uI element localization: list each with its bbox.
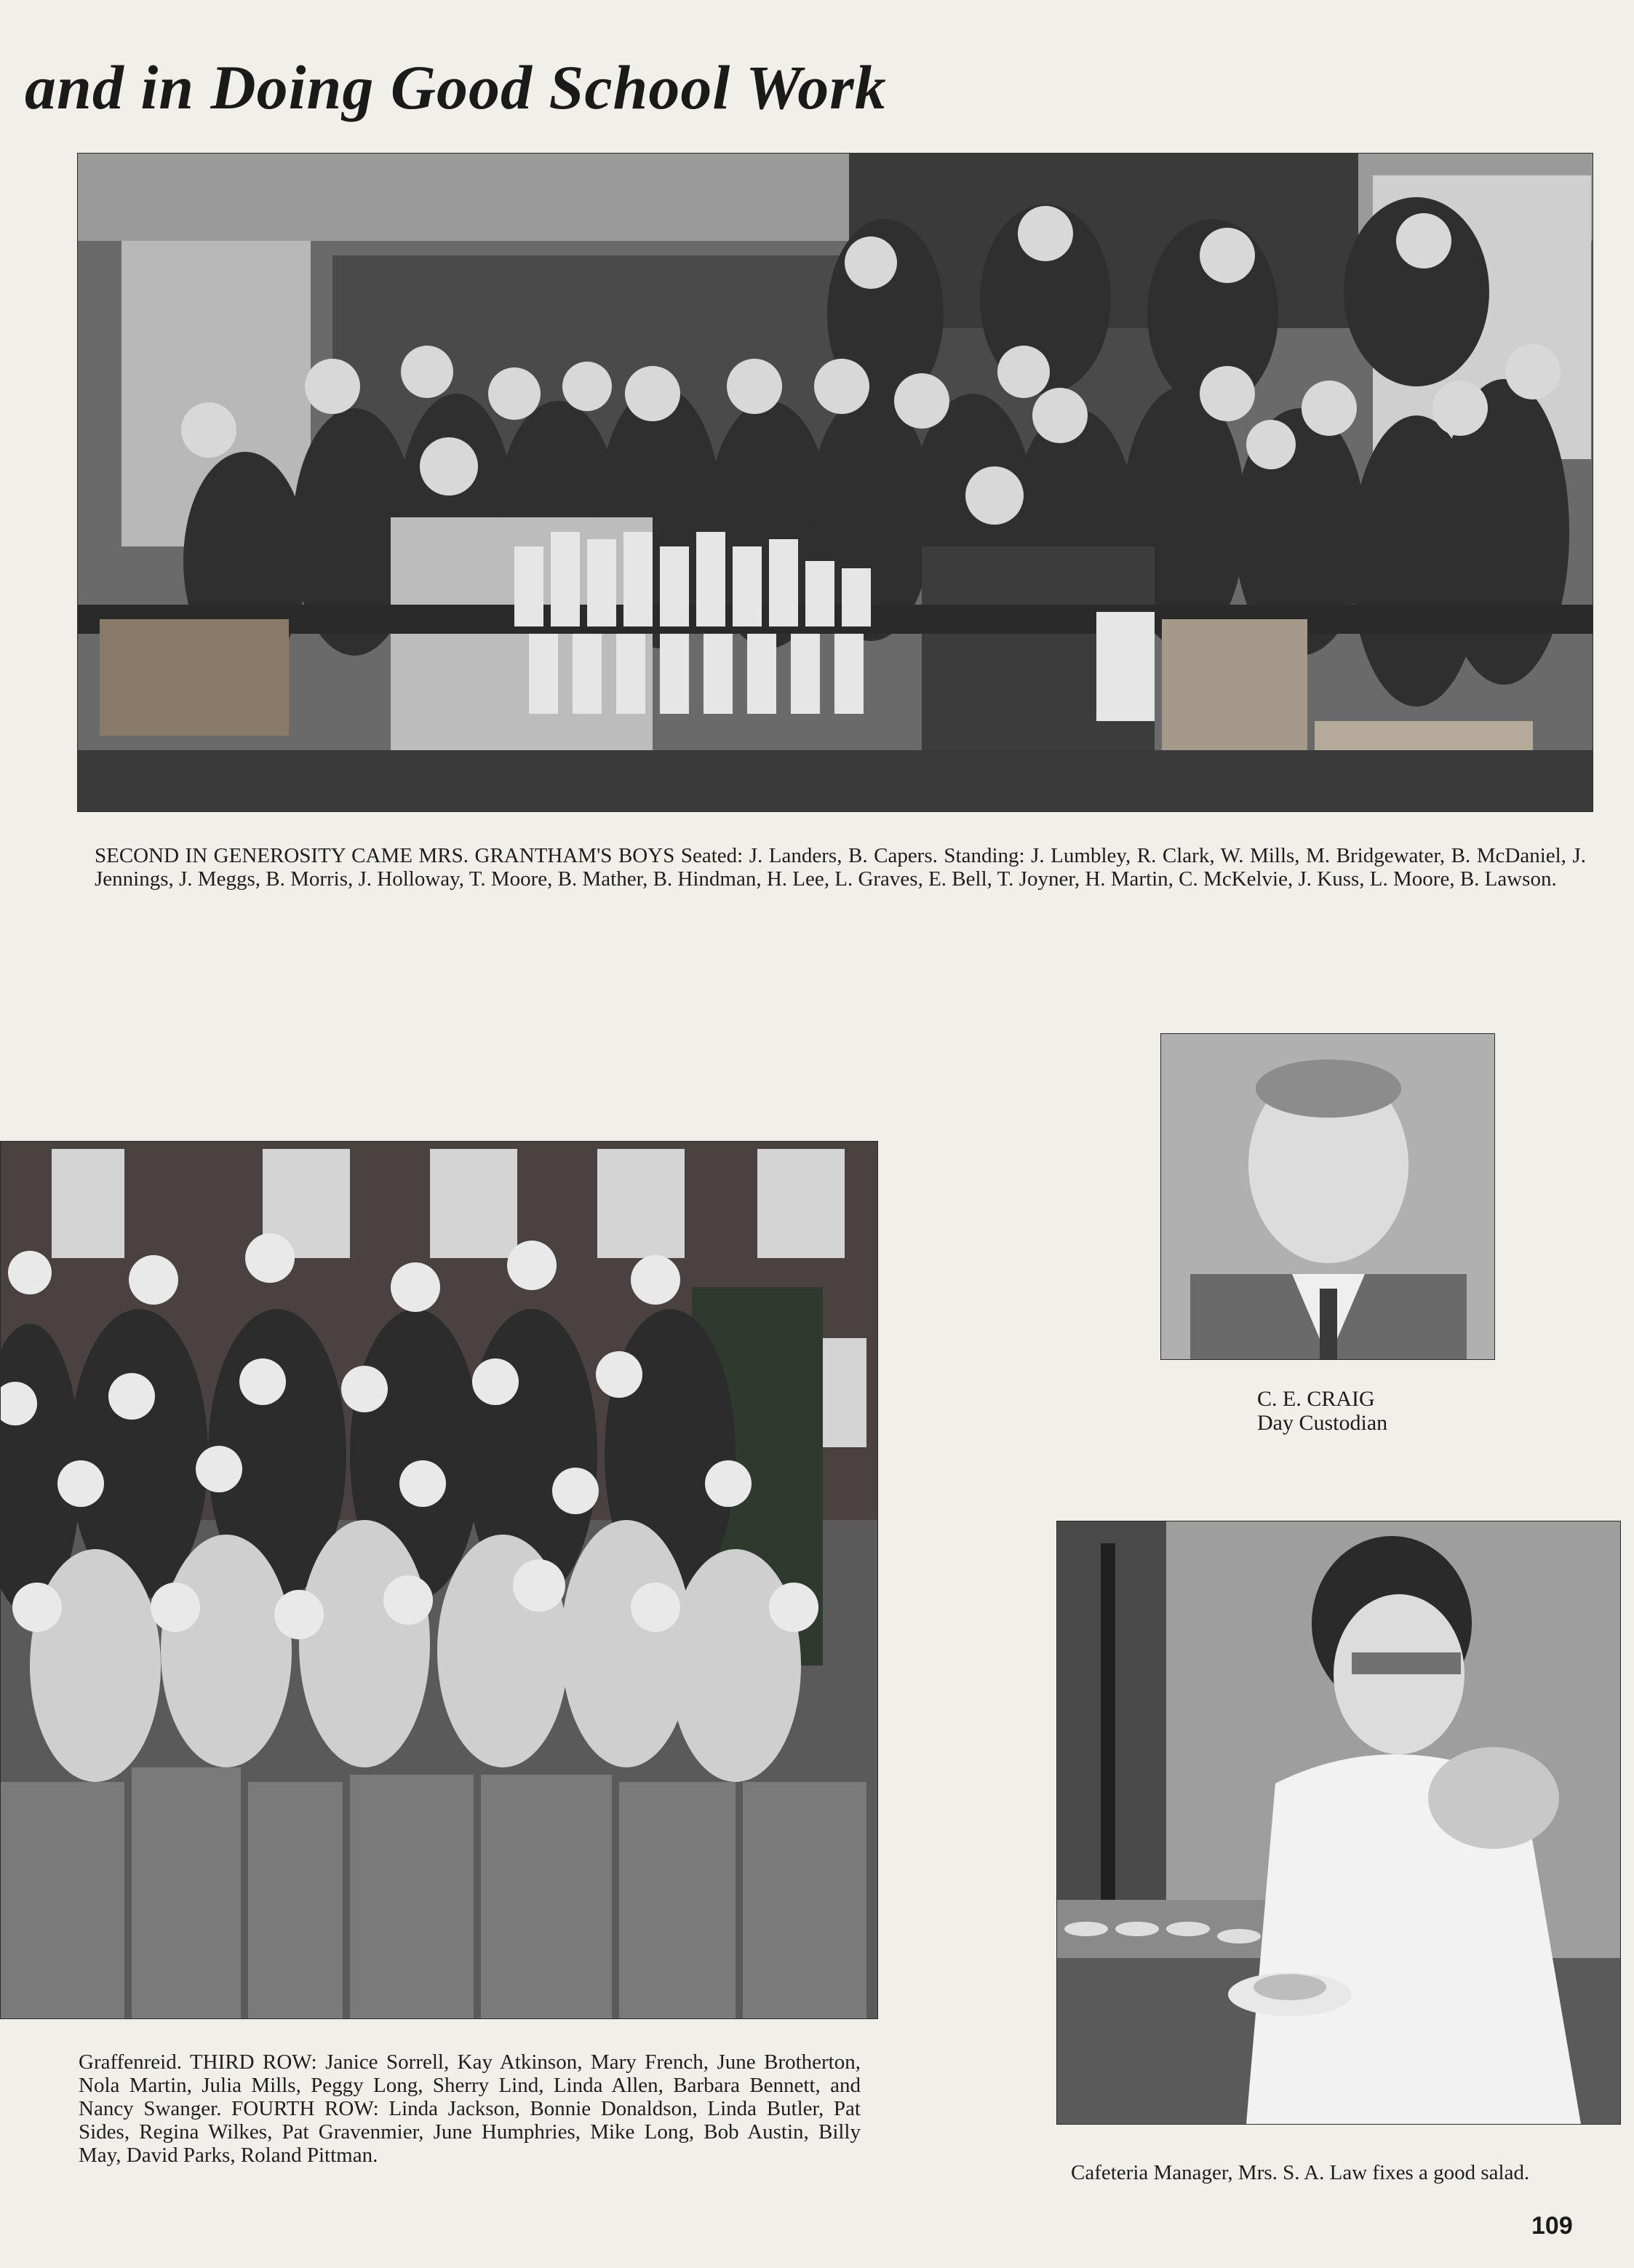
cafeteria-manager-caption: Cafeteria Manager, Mrs. S. A. Law fixes a good salad. [1071, 2161, 1530, 2184]
craig-portrait-photo [1160, 1033, 1495, 1360]
page-title: and in Doing Good School Work [25, 52, 887, 122]
craig-name: C. E. CRAIG [1257, 1387, 1375, 1411]
cafeteria-manager-photo [1056, 1521, 1621, 2125]
students-photo-caption: Graffenreid. THIRD ROW: Janice Sorrell, Kay Atkinson, Mary French, June Brotherton, Nola Martin, Julia Mills, Peggy Long, Sherry Lind, Linda Allen, Barbara Bennett, and Nancy Swanger. FOURTH ROW: Linda Jackson, Bonnie Donaldson, Linda Butler, Pat Sides, Regina Wilkes, Pat Gravenmier, June Humphries, Mike Long, Bob Austin, Billy May, David Parks, Roland Pittman. [79, 2050, 861, 2167]
boys-photo-caption: SECOND IN GENEROSITY CAME MRS. GRANTHAM'S BOYS Seated: J. Landers, B. Capers. Standing: J. Lumbley, R. Clark, W. Mills, M. Bridgewater, B. McDaniel, J. Jennings, J. Meggs, B. Morris, J. Holloway, T. Moore, B. Mather, B. Hindman, H. Lee, L. Graves, E. Bell, T. Joyner, H. Martin, C. McKelvie, J. Kuss, L. Moore, B. Lawson. [95, 844, 1586, 891]
students-group-photo [0, 1141, 878, 2019]
craig-role: Day Custodian [1257, 1411, 1388, 1435]
boys-group-photo [77, 153, 1593, 812]
craig-caption [1257, 1387, 1387, 1435]
page-number: 109 [1531, 2212, 1573, 2240]
